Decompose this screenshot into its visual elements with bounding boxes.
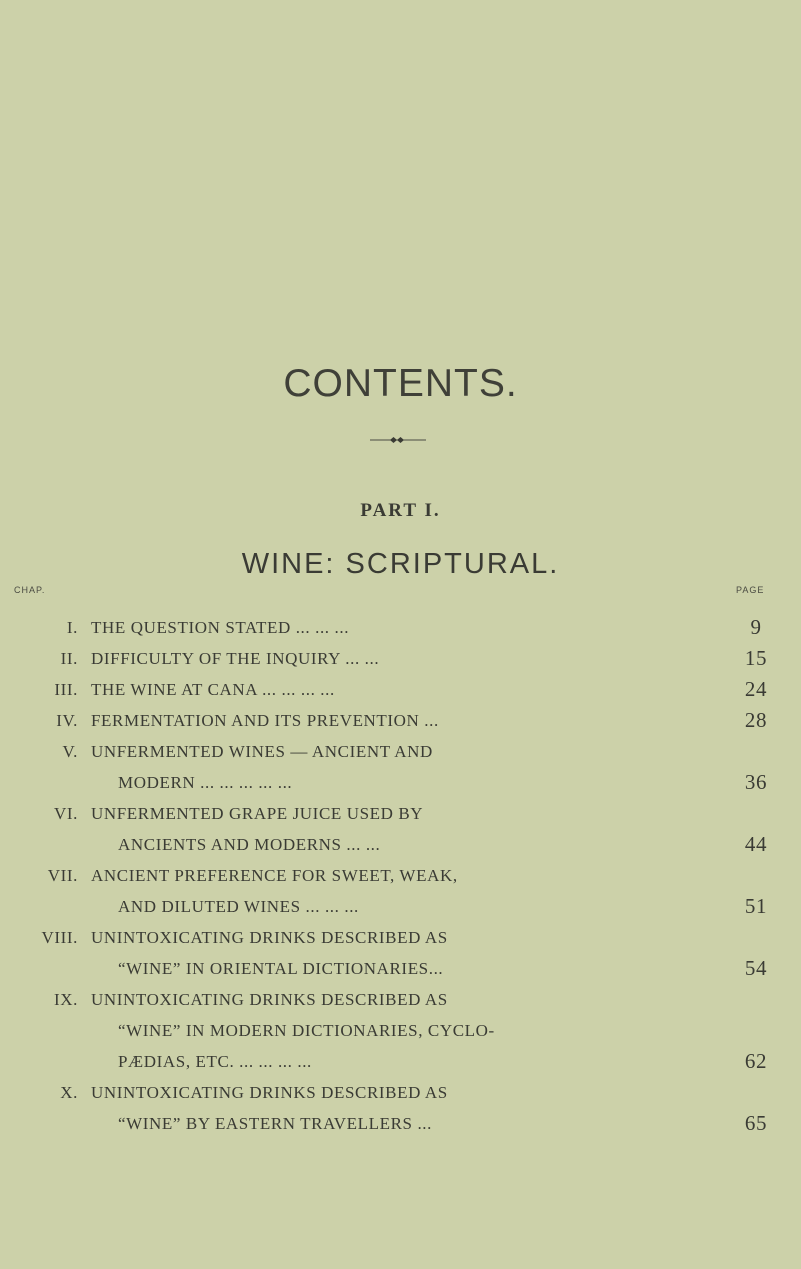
toc-entry-continuation [0, 891, 801, 922]
page-number: 62 [744, 1049, 768, 1073]
chapter-title: PÆDIAS, ETC. ... ... ... ... [118, 1052, 312, 1071]
toc-entry-line [0, 705, 801, 736]
toc-entry [0, 984, 801, 1077]
toc-entry-line [0, 922, 801, 953]
page-number: 54 [744, 956, 768, 980]
chapter-number: I. [66, 618, 78, 637]
page-number: 28 [744, 708, 768, 732]
toc-entry-line [0, 674, 801, 705]
chap-column-header: CHAP. [14, 585, 46, 595]
toc-entry [0, 736, 801, 798]
toc-entry [0, 922, 801, 984]
part-title: WINE: SCRIPTURAL. [241, 548, 560, 580]
chapter-number: V. [62, 742, 78, 761]
chapter-number: IV. [56, 711, 78, 730]
chapter-title: ANCIENT PREFERENCE FOR SWEET, WEAK, [91, 866, 458, 885]
toc-entry [0, 674, 801, 705]
page-column-header: PAGE [736, 585, 765, 595]
toc-entry-line [0, 798, 801, 829]
ornament-divider-icon [370, 436, 426, 444]
toc-entry [0, 860, 801, 922]
page-number: 24 [744, 677, 768, 701]
toc-entry [0, 705, 801, 736]
toc-entry-continuation [0, 1015, 801, 1046]
toc-entry-continuation [0, 953, 801, 984]
toc-entry-continuation [0, 767, 801, 798]
chapter-title: ANCIENTS AND MODERNS ... ... [118, 835, 381, 854]
chapter-title: DIFFICULTY OF THE INQUIRY ... ... [91, 649, 380, 668]
chapter-number: II. [60, 649, 78, 668]
toc-entry-line [0, 1077, 801, 1108]
table-of-contents [0, 612, 801, 1139]
chapter-title: UNINTOXICATING DRINKS DESCRIBED AS [91, 928, 448, 947]
toc-entry-line [0, 643, 801, 674]
chapter-number: X. [60, 1083, 78, 1102]
chapter-title: UNFERMENTED WINES — ANCIENT AND [91, 742, 433, 761]
chapter-title: THE WINE AT CANA ... ... ... ... [91, 680, 335, 699]
page-number: 15 [744, 646, 768, 670]
chapter-title: UNINTOXICATING DRINKS DESCRIBED AS [91, 1083, 448, 1102]
page-number: 36 [744, 770, 768, 794]
part-label: PART I. [360, 500, 441, 521]
chapter-title: THE QUESTION STATED ... ... ... [91, 618, 350, 637]
toc-entry-continuation [0, 1046, 801, 1077]
chapter-title: AND DILUTED WINES ... ... ... [118, 897, 359, 916]
chapter-title: FERMENTATION AND ITS PREVENTION ... [91, 711, 439, 730]
chapter-number: IX. [54, 990, 78, 1009]
toc-entry-line [0, 736, 801, 767]
chapter-title: “WINE” BY EASTERN TRAVELLERS ... [118, 1114, 433, 1133]
chapter-number: VII. [47, 866, 78, 885]
toc-entry [0, 798, 801, 860]
toc-entry-continuation [0, 1108, 801, 1139]
page-number: 51 [744, 894, 768, 918]
chapter-title: MODERN ... ... ... ... ... [118, 773, 293, 792]
page-number: 9 [750, 615, 762, 639]
toc-entry [0, 612, 801, 643]
page-number: 65 [744, 1111, 768, 1135]
chapter-number: VIII. [41, 928, 78, 947]
chapter-title: “WINE” IN ORIENTAL DICTIONARIES... [118, 959, 444, 978]
toc-entry-line [0, 984, 801, 1015]
chapter-title: “WINE” IN MODERN DICTIONARIES, CYCLO- [118, 1021, 495, 1040]
toc-entry [0, 1077, 801, 1139]
toc-entry [0, 643, 801, 674]
chapter-number: III. [54, 680, 78, 699]
toc-entry-continuation [0, 829, 801, 860]
chapter-number: VI. [54, 804, 78, 823]
chapter-title: UNINTOXICATING DRINKS DESCRIBED AS [91, 990, 448, 1009]
toc-entry-line [0, 612, 801, 643]
page-title: CONTENTS. [283, 362, 518, 405]
toc-entry-line [0, 860, 801, 891]
page-number: 44 [744, 832, 768, 856]
chapter-title: UNFERMENTED GRAPE JUICE USED BY [91, 804, 424, 823]
